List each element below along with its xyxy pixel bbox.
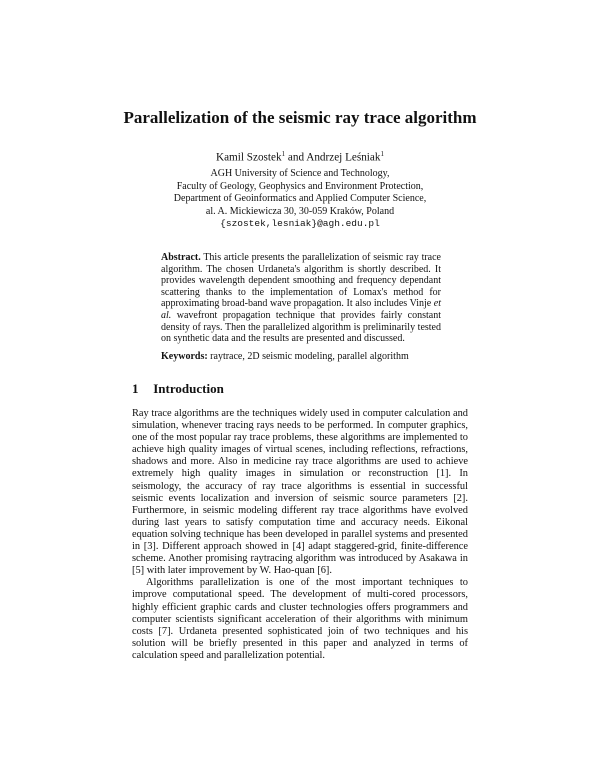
abstract-label: Abstract. (161, 252, 201, 263)
keywords-text: raytrace, 2D seismic modeling, parallel algorithm (210, 351, 409, 362)
author-name: Andrzej Leśniak (306, 151, 381, 164)
paragraph: Ray trace algorithms are the techniques widely used in computer calculation and simulation, whenever tracing rays needs to be performed. In computer graphics, one of the most popular ray trace problems, these algorithms are implemented to achieve high quality images of virtual scenes, including reflections, refractions, shadows and more. Also in medicine ray trace algorithms are used to achieve extremely high quality images in simulation or reconstruction [1]. In seismology, the accuracy of ray trace algorithms is essential in successful seismic events localization and inversion of seismic source parameters [2]. Furthermore, in seismic modeling different ray trace algorithms have evolved during last years to satisfy computation time and accuracy needs. Eikonal equation solving technique has been developed in parallel systems and presented in [3]. Different approach showed in [4] adapt staggered-grid, finite-difference scheme. Another promising raytracing algorithm was introduced by Asakawa in [5] with later improvement by W. Hao-quan [6]. (132, 408, 468, 577)
abstract-text: wavefront propagation technique that provides fairly constant density of rays. Then the parallelized algorithm is preliminarily tested on synthetic data and the results are presented and discussed. (161, 309, 441, 345)
paper-title: Parallelization of the seismic ray trace algorithm (123, 108, 477, 127)
keywords-label: Keywords: (161, 351, 208, 362)
keywords (161, 351, 441, 362)
affiliation-line: AGH University of Science and Technology, (210, 168, 390, 179)
abstract-text: This article presents the parallelization of seismic ray trace algorithm. The chosen Urdaneta's algorithm is shortly described. It provides wavelength dependent smoothing and frequency dependant scattering thanks to the implementation of Lomax's method for approximating broad-band wave propagation. It also includes Vinje (161, 252, 441, 310)
abstract-italic: et al. (161, 298, 441, 321)
affiliation-block (0, 168, 600, 231)
affiliation-line: Department of Geoinformatics and Applied Computer Science, (173, 193, 427, 205)
section-number: 1 (132, 381, 139, 396)
paragraph: Algorithms parallelization is one of the most important techniques to improve computational speed. The development of multi-cored processors, highly efficient graphic cards and cluster technologies offers programmers and computer scientists significant acceleration of their algorithms with minimum costs [7]. Urdaneta presented sophisticated join of two techniques and his solution will be briefly presented in this paper and analyzed in terms of calculation speed and parallelization potential. (132, 577, 468, 661)
affiliation-mark: 1 (281, 150, 286, 158)
abstract (161, 252, 441, 345)
author-separator: and (285, 151, 307, 164)
author-email: {szostek,lesniak}@agh.edu.pl (220, 218, 380, 230)
body-text (132, 408, 468, 662)
affiliation-line: Faculty of Geology, Geophysics and Environment Protection, (176, 180, 424, 192)
affiliation-mark: 1 (380, 150, 384, 158)
affiliation-line: al. A. Mickiewicza 30, 30-059 Kraków, Poland (205, 205, 395, 217)
author-line (0, 150, 600, 164)
author-name: Kamil Szostek (216, 151, 282, 164)
section-heading (132, 381, 224, 397)
section-title: Introduction (153, 381, 224, 396)
